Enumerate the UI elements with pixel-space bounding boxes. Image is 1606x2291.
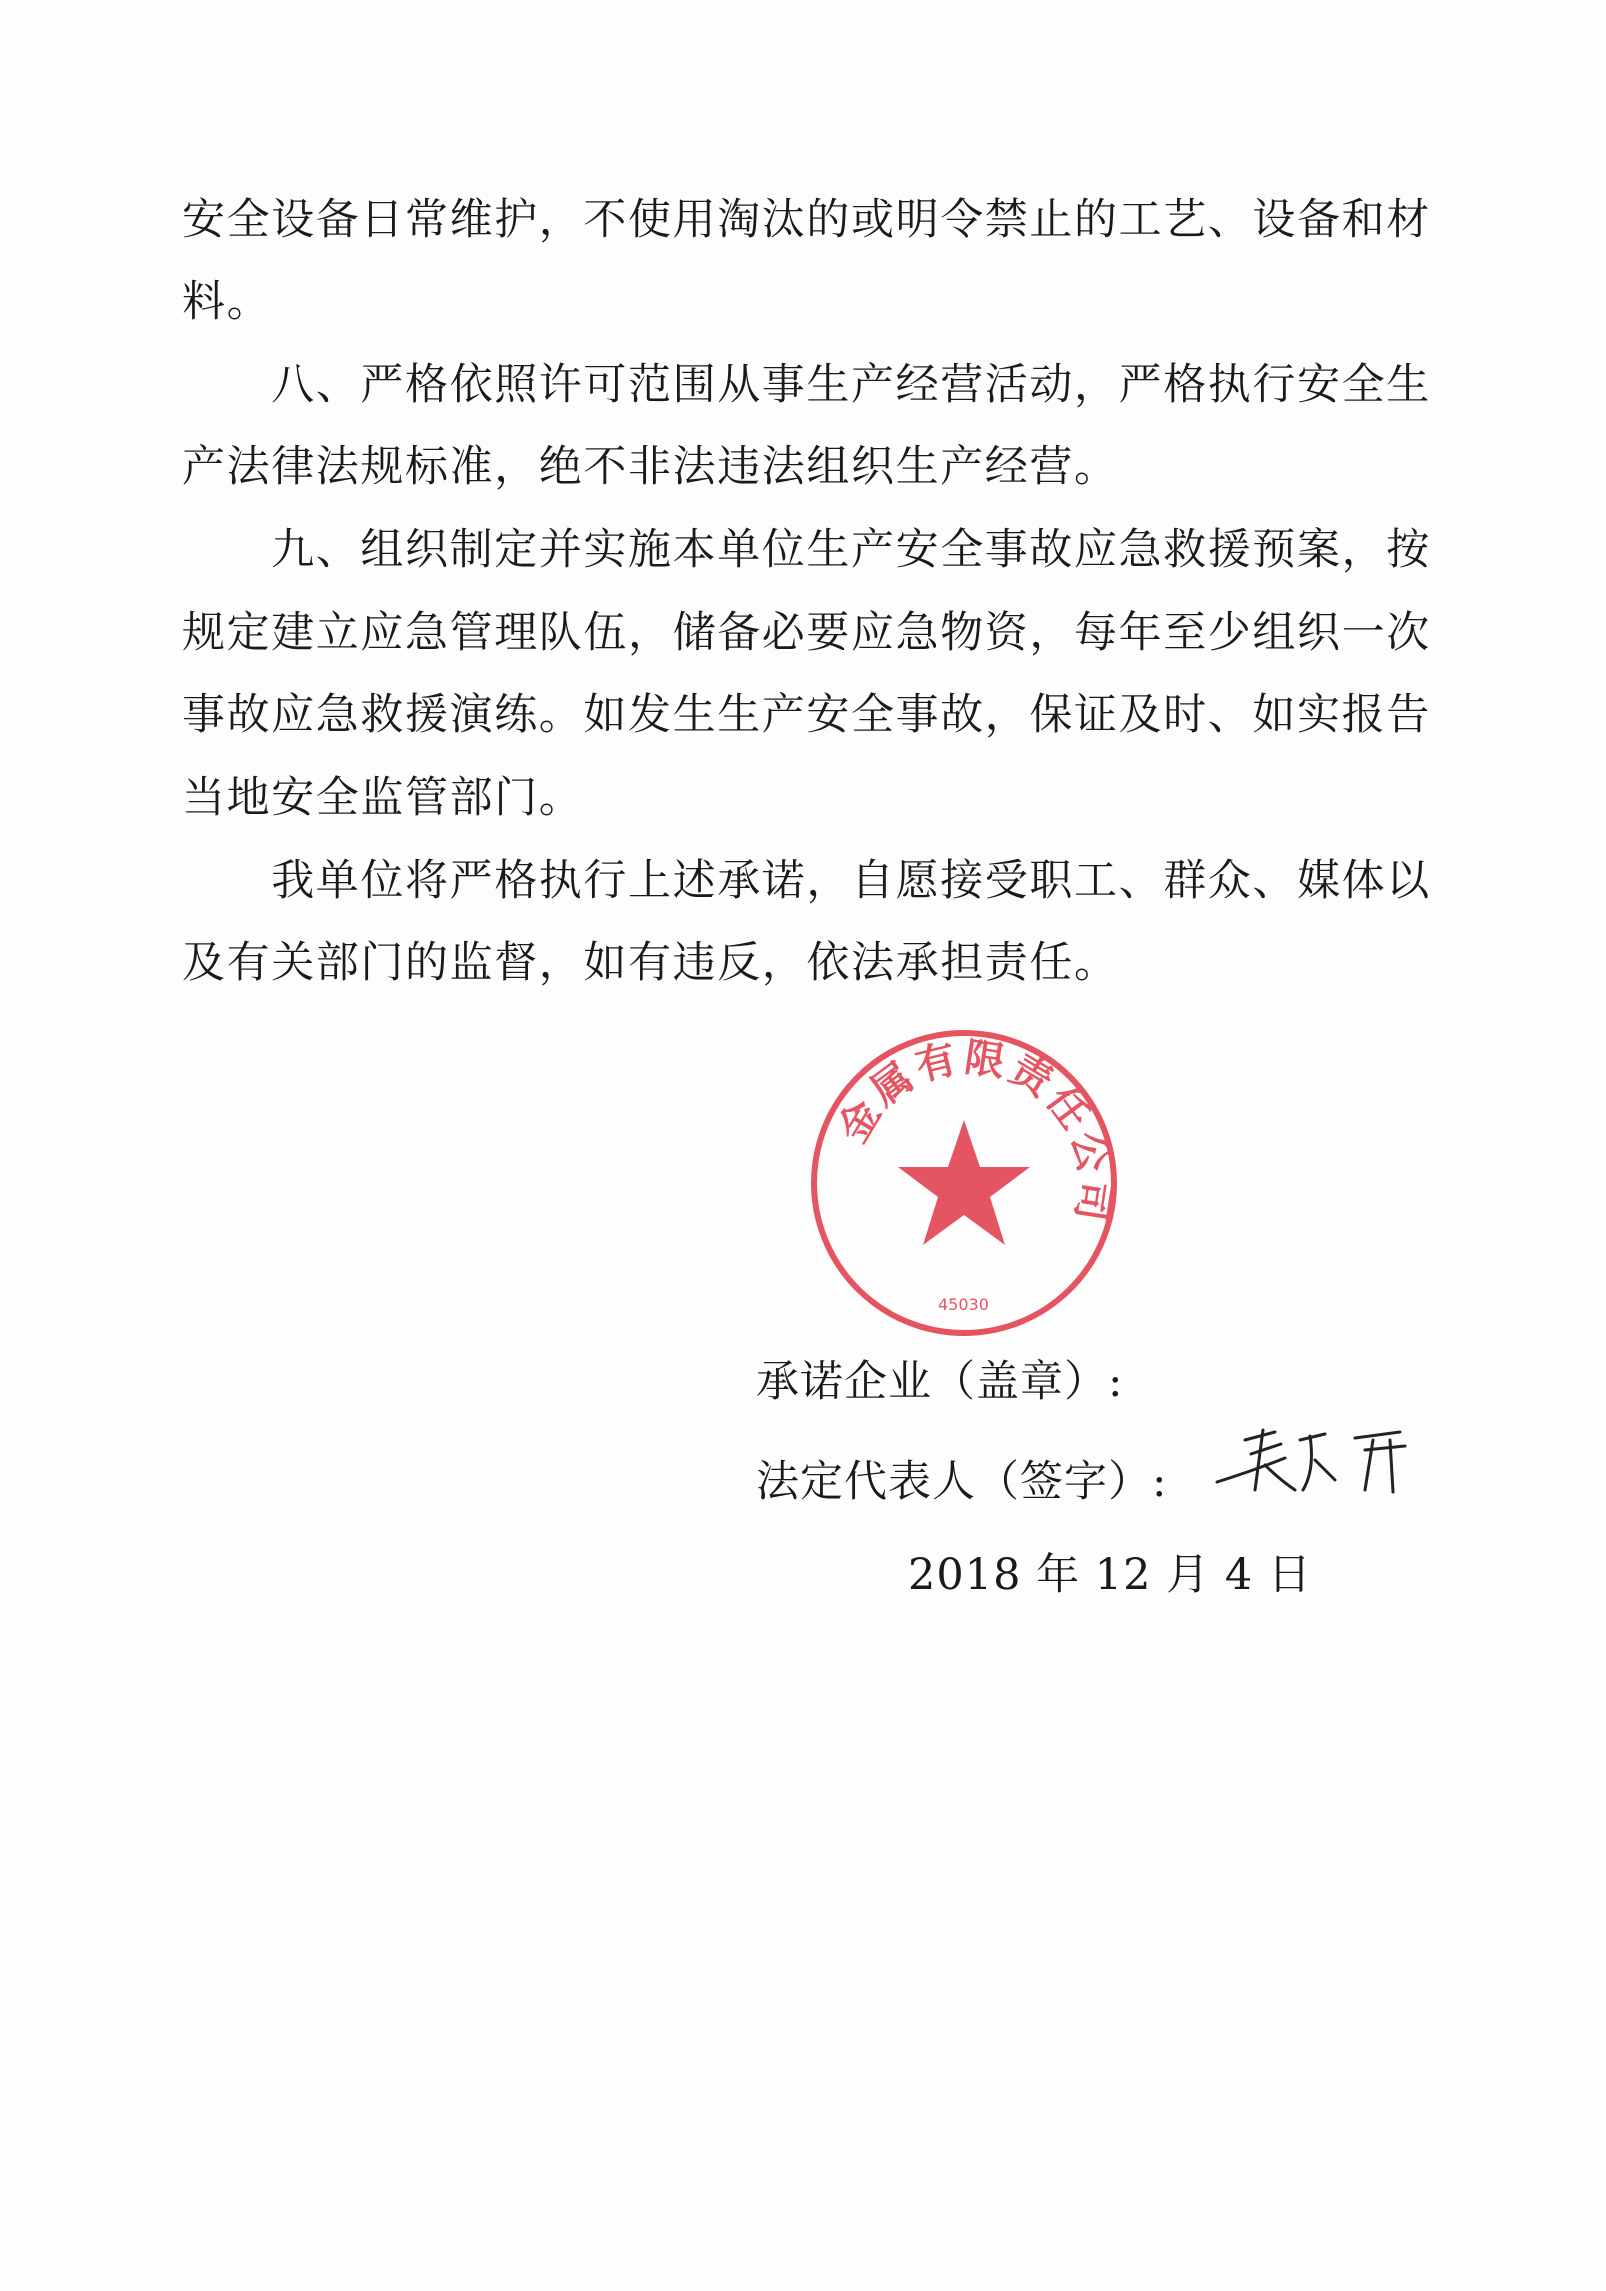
body-line: 我单位将严格执行上述承诺，自愿接受职工、群众、媒体以 bbox=[182, 856, 1431, 906]
body-line: 料。 bbox=[182, 277, 272, 327]
body-line: 九、组织制定并实施本单位生产安全事故应急救援预案，按 bbox=[182, 525, 1431, 575]
body-line: 安全设备日常维护，不使用淘汰的或明令禁止的工艺、设备和材 bbox=[182, 195, 1431, 245]
seal-code: 45030 bbox=[938, 1295, 989, 1314]
handwritten-signature bbox=[1215, 1420, 1415, 1500]
body-line: 规定建立应急管理队伍，储备必要应急物资，每年至少组织一次 bbox=[182, 608, 1431, 658]
company-seal bbox=[806, 1025, 1122, 1341]
body-line: 产法律法规标准，绝不非法违法组织生产经营。 bbox=[182, 442, 1119, 492]
body-line: 八、严格依照许可范围从事生产经营活动，严格执行安全生 bbox=[182, 360, 1431, 410]
seal-text: 金属有限责任公司 bbox=[830, 1034, 1118, 1229]
body-line: 及有关部门的监督，如有违反，依法承担责任。 bbox=[182, 938, 1119, 988]
body-line: 当地安全监管部门。 bbox=[182, 773, 584, 823]
company-seal-label: 承诺企业（盖章）: bbox=[756, 1357, 1124, 1407]
document-date: 2018 年 12 月 4 日 bbox=[908, 1550, 1312, 1600]
representative-signature-label: 法定代表人（签字）: bbox=[756, 1457, 1168, 1507]
body-line: 事故应急救援演练。如发生生产安全事故，保证及时、如实报告 bbox=[182, 690, 1431, 740]
